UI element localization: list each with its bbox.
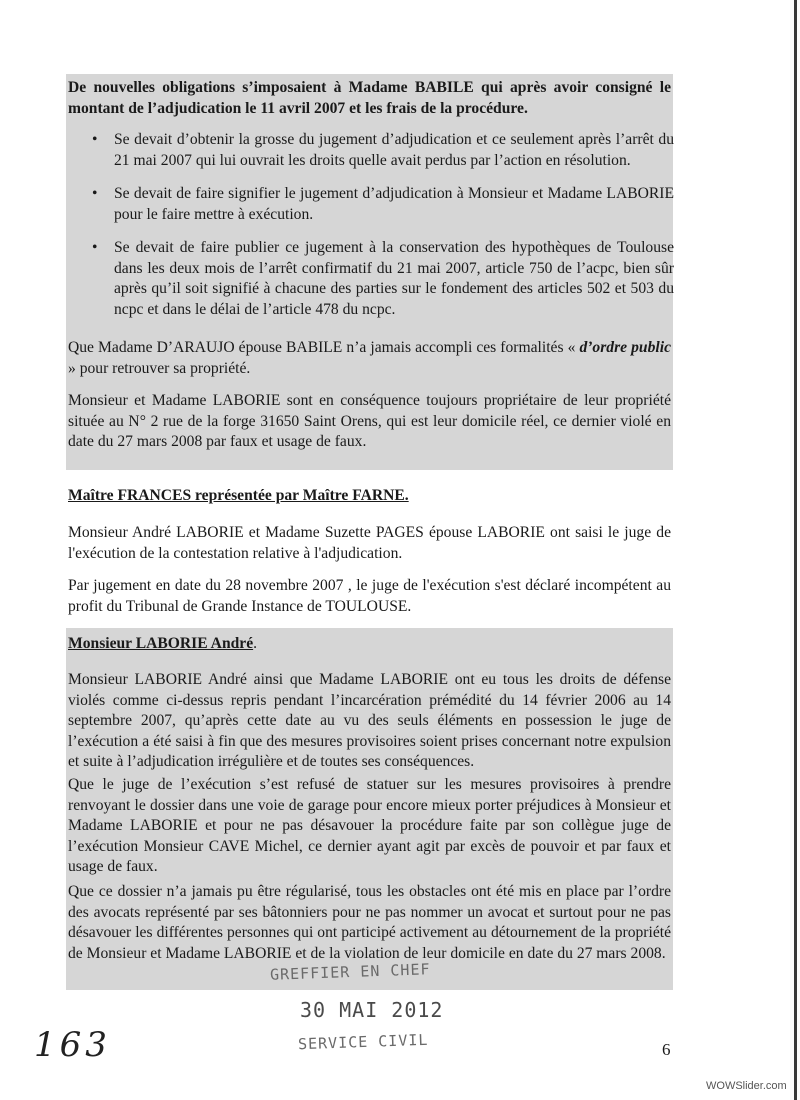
section2-para2: Par jugement en date du 28 novembre 2007 , le juge de l'exécution s'est déclaré incompétent au profit du Tribunal de Grande Instance de TOULOUSE.	[68, 577, 671, 615]
section1-intro-end: .	[523, 99, 528, 117]
section2-heading: Maître FRANCES représentée par Maître FARNE.	[68, 487, 409, 504]
para-a-emphasis: d’ordre public	[579, 339, 671, 356]
para-a-end: » pour retrouver sa propriété.	[68, 359, 251, 377]
bullet-icon: •	[92, 131, 98, 148]
section3-para2: Que le juge de l’exécution s’est refusé de statuer sur les mesures provisoires à prendre renvoyant le dossier dans une voie de garage pour encore mieux porter préjudices à Monsieur et Madame LABORIE et pour ne pas désavouer la procédure faite par son collègue juge de l’exécution Monsieur CAVE Michel, ce dernier ayant agit par excès de pouvoir et par faux et usage de faux.	[68, 776, 671, 875]
section3-heading-end: .	[253, 635, 258, 652]
stamp-greffier: GREFFIER EN CHEF	[269, 960, 431, 984]
bullet-icon: •	[92, 185, 98, 202]
section2-para1: Monsieur André LABORIE et Madame Suzette PAGES épouse LABORIE ont saisi le juge de l'exécution de la contestation relative à l'adjudication.	[68, 524, 671, 562]
section1-para-a	[68, 338, 671, 379]
list-item-text: Se devait d’obtenir la grosse du jugement d’adjudication et ce seulement après l’arrêt du 21 mai 2007 qui lui ouvrait les droits quelle avait perdus par l’action en résolution.	[114, 131, 674, 169]
obligations-list	[92, 130, 674, 332]
para-b-text: Monsieur et Madame LABORIE sont en conséquence toujours propriétaire de leur propriété située au N° 2 rue de la forge 31650 Saint Orens, qui est leur domicile réel, ce dernier violé en date du 27 mars 2008 par faux et usage de faux.	[68, 392, 671, 450]
list-item-text: Se devait de faire signifier le jugement d’adjudication à Monsieur et Madame LABORIE pour le faire mettre à exécution.	[114, 185, 674, 223]
section3-para1: Monsieur LABORIE André ainsi que Madame LABORIE ont eu tous les droits de défense violés comme ci-dessus repris pendant l’incarcération prémédité du 14 février 2006 au 14 septembre 2007, qu’après cette date au vu des seuls éléments en possession le juge de l’exécution a été saisi à fin que des mesures provisoires soient prises concernant notre expulsion et suite à l’adjudication irrégulière et de toutes ses conséquences.	[68, 671, 671, 770]
bullet-icon: •	[92, 239, 98, 256]
section3-heading-text: Monsieur LABORIE André	[68, 635, 254, 652]
watermark: WOWSlider.com	[706, 1080, 787, 1092]
section3-heading	[68, 634, 671, 655]
list-item	[92, 130, 674, 171]
list-item-text: Se devait de faire publier ce jugement à la conservation des hypothèques de Toulouse dans les deux mois de l’arrêt confirmatif du 21 mai 2007, article 750 de l’acpc, bien sûr après qu’il soit signifié à chacune des parties sur le fondement des articles 502 et 503 du ncpc et dans le délai de l’article 478 du ncpc.	[114, 239, 674, 318]
handwritten-page-number: 163	[34, 1025, 111, 1065]
page-number: 6	[662, 1040, 671, 1059]
list-item	[92, 184, 674, 225]
para-a-start: Que Madame D’ARAUJO épouse BABILE n’a jamais accompli ces formalités «	[68, 339, 576, 356]
stamp-date: 30 MAI 2012	[300, 998, 444, 1022]
section1-para-b	[68, 391, 671, 453]
section1-intro-text: De nouvelles obligations s’imposaient à Madame BABILE qui après avoir consigné le montant de l’adjudication le 11 avril 2007 et les frais de la procédure	[68, 79, 671, 117]
list-item	[92, 238, 674, 320]
stamp-service: SERVICE CIVIL	[297, 1030, 429, 1054]
section3-para3: Que ce dossier n’a jamais pu être régularisé, tous les obstacles ont été mis en place par l’ordre des avocats représenté par ses bâtonniers pour ne pas nommer un avocat et surtout pour ne pas désavouer les différentes personnes qui ont participé activement au détournement de la propriété de Monsieur et Madame LABORIE et de la violation de leur domicile en date du 27 mars 2008.	[68, 883, 671, 962]
section1-intro	[68, 78, 671, 119]
